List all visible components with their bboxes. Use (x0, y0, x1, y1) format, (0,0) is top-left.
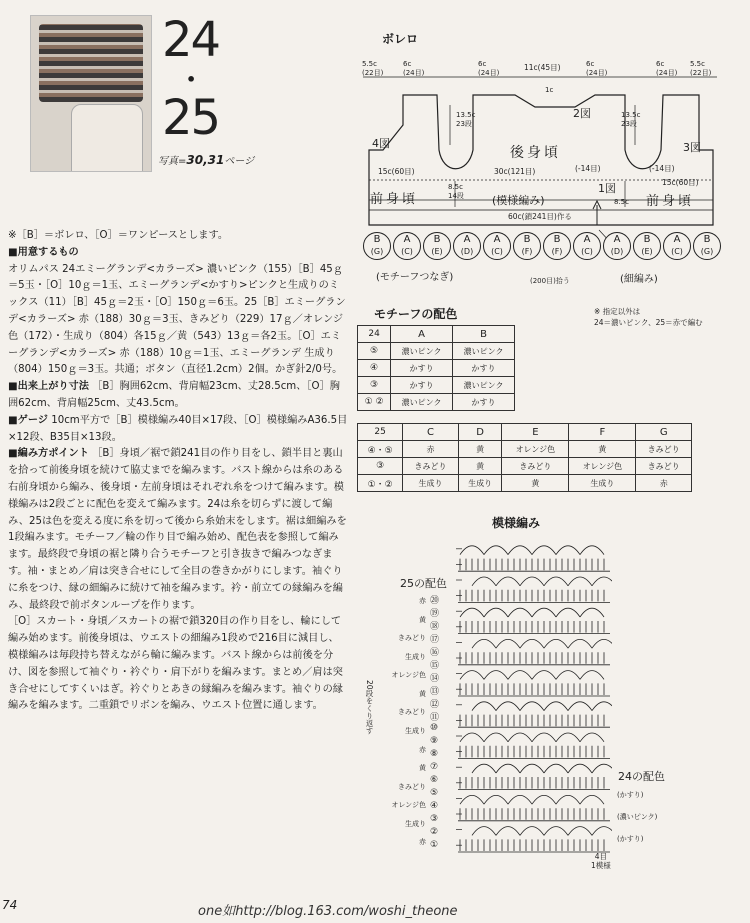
table-cell: 生成り (403, 475, 459, 492)
table-row (358, 377, 515, 394)
table-cell: 赤 (403, 441, 459, 458)
right-front-top-dim: 5.5c (22目) (690, 60, 712, 77)
table-cell: 生成り (458, 475, 502, 492)
table-cell: かすり (453, 360, 515, 377)
back-shoulder-right-dim: 6c (24目) (586, 60, 608, 77)
motif-letter: A (673, 234, 681, 245)
table-cell: 黄 (569, 441, 636, 458)
page-number: 74 (2, 898, 18, 912)
table-cell: オレンジ色 (569, 458, 636, 475)
pickup-count: (200目)拾う (530, 277, 570, 285)
motif-letter: B (553, 234, 561, 245)
armhole-right-dim: 13.5c 23段 (621, 111, 641, 128)
table-header-cell: 24 (358, 326, 391, 343)
row-direction-arrows (456, 549, 462, 845)
stitch-row (460, 733, 604, 742)
stitch-row (460, 546, 604, 555)
motif-letter: B (643, 234, 651, 245)
table-cell: 濃いピンク (453, 377, 515, 394)
motif-letter: A (613, 234, 621, 245)
row-marker: ④ (430, 801, 439, 811)
size-heading: ■出来上がり寸法 (8, 381, 89, 393)
table-row (358, 475, 692, 492)
intro-text: ※［B］＝ボレロ、［O］＝ワンピースとします。 (8, 230, 229, 241)
motif-sub-letter: (C) (581, 247, 593, 256)
motif-circle (393, 232, 421, 260)
table-cell: ③ (358, 377, 391, 394)
motif-sub-letter: (C) (671, 247, 683, 256)
motif-letter: A (493, 234, 501, 245)
stitch-row (458, 652, 610, 665)
table-header-row (358, 424, 692, 441)
color-25-item: 生成り (405, 819, 426, 828)
color-24-item: (かすり) (617, 791, 644, 799)
motif-circle (603, 232, 631, 260)
table-cell: きみどり (403, 458, 459, 475)
color-25-item: きみどり (398, 634, 426, 643)
points-heading: ■編み方ポイント (8, 448, 89, 460)
motif-sub-letter: (F) (551, 247, 563, 256)
table-row (358, 343, 515, 360)
color-note: ※ 指定以外は 24＝濃いピンク、25＝赤で編む (594, 307, 703, 327)
color-25-item: 生成り (405, 727, 426, 735)
stitch-row (458, 559, 610, 572)
table-cell: かすり (391, 360, 453, 377)
motif-circle (633, 232, 661, 260)
motif-circle (663, 232, 691, 260)
table-header-cell: 25 (358, 424, 403, 441)
table-cell: 黄 (458, 441, 502, 458)
side-height-right-dim: 8.5c (614, 198, 629, 206)
bolero-photo (39, 24, 143, 102)
stitch-row (460, 608, 604, 617)
color-25-item: 生成り (405, 652, 426, 661)
materials-heading: ■用意するもの (8, 246, 79, 258)
table-cell: 濃いピンク (453, 343, 515, 360)
materials-text: オリムパス 24エミーグランデ<カラーズ> 濃いピンク（155）［B］45ｇ＝5玉・［O］10ｇ＝1玉、エミーグランデ<かすり>ピンクと生成りのミックス（11）［B］45ｇ＝2玉・［O］150ｇ＝6玉。25［B］エミーグランデ<カラーズ> 赤（188）30ｇ＝3玉、きみどり（229）17ｇ／オレンジ色（172）・生成り（804）各15ｇ／黄（543）13ｇ＝各2玉。［O］エミーグランデ<カラーズ> 赤（188）10ｇ＝1玉、エミーグランデ 生成り（804）150ｇ＝3玉。共通；ボタン（直径1.2cm）2個。かぎ針2/0号。 (8, 263, 346, 376)
table-header-cell: C (403, 424, 459, 441)
row-marker: ⑮ (430, 661, 440, 671)
row-marker: ① (430, 840, 439, 850)
piece-1-label: 1図 (598, 182, 616, 195)
table-header-cell: B (453, 326, 515, 343)
motif-sub-letter: (E) (641, 247, 653, 256)
motif-sub-letter: (E) (431, 247, 443, 256)
motif-letter: A (403, 234, 411, 245)
row-marker: ⑪ (430, 713, 440, 723)
bolero-title: ボレロ (382, 32, 419, 46)
row-marker: ⑤ (430, 788, 439, 798)
left-front-top-dim: 5.5c (22目) (362, 60, 384, 77)
skirt-text: ［O］スカート・身頃／スカートの裾で鎖320目の作り目をし、輪にして編み始めます。前後身頃は、ウエストの細編み1段めで216目に減目し、模様編みは毎段持ち替えながら輪に編みます。バスト線からは前後を分け、図を参照して袖ぐり・衿ぐり・肩下がりを編みます。まとめ／肩は突き合せにしてすくいはぎ。衿ぐりとあきの縁編みを編みます。袖ぐりの縁編みを編みます。二重鎖でリボンを編み、ウエスト位置に通します。 (8, 616, 343, 712)
table-25-colors (357, 423, 692, 492)
color-25-title: 25の配色 (400, 577, 447, 590)
motif-circle (513, 232, 541, 260)
row-marker: ⑦ (430, 762, 439, 772)
row-marker: ⑫ (430, 700, 440, 710)
color-25-item: 赤 (419, 838, 426, 847)
pattern-number-25: 25 (162, 90, 220, 146)
table-header-cell: F (569, 424, 636, 441)
stitch-row (472, 764, 612, 773)
row-marker: ⑨ (430, 736, 439, 746)
piece-2-label: 2図 (573, 107, 591, 120)
motif-circle (693, 232, 721, 260)
bust-right-dim: 15c(60目) (662, 178, 699, 187)
motif-circle (453, 232, 481, 260)
motif-join-label: (モチーフつなぎ) (376, 272, 454, 283)
watermark: one如http://blog.163.com/woshi_theone (198, 904, 458, 919)
table-header-cell: E (502, 424, 569, 441)
color-25-item: 黄 (419, 764, 426, 773)
motif-circle (543, 232, 571, 260)
stitch-row (458, 839, 610, 852)
gauge-text: 10cm平方で［B］模様編み40目×17段、［O］模様編みA36.5目×12段、B35目×13段。 (8, 414, 348, 443)
motif-letter: B (433, 234, 441, 245)
table-cell: きみどり (636, 441, 692, 458)
back-neck-dim: 11c(45目) (524, 63, 561, 72)
color-25-list (376, 593, 426, 853)
row-marker: ⑩ (430, 723, 439, 733)
row-marker: ⑯ (430, 648, 440, 658)
stitch-row (458, 777, 610, 790)
row-markers (428, 593, 450, 853)
stitch-row (472, 639, 612, 648)
motif-row (363, 232, 723, 266)
table-cell: かすり (391, 377, 453, 394)
pattern-number-24: 24 (162, 12, 220, 68)
stitch-row (458, 621, 610, 634)
color-24-item: (かすり) (617, 835, 644, 843)
color-25-item: 黄 (419, 615, 426, 624)
table-header-cell: G (636, 424, 692, 441)
table-cell: ①・② (358, 475, 403, 492)
photo-page-reference: 写真=30,31ページ (158, 153, 255, 167)
right-shoulder-dim: 6c (24目) (656, 60, 678, 77)
motif-sub-letter: (G) (370, 247, 384, 256)
table-cell: 赤 (636, 475, 692, 492)
bust-left-dim: 15c(60目) (378, 167, 415, 176)
back-shoulder-left-dim: 6c (24目) (478, 60, 500, 77)
row-marker: ⑳ (430, 596, 440, 606)
motif-letter: B (373, 234, 381, 245)
motif-sub-letter: (D) (460, 247, 474, 256)
stitch-row (458, 715, 610, 728)
motif-letter: B (703, 234, 711, 245)
color-25-item: オレンジ色 (391, 801, 426, 810)
instructions-text (8, 228, 348, 715)
garment-photo (30, 15, 152, 172)
color-25-item: きみどり (398, 782, 426, 791)
color-25-item: きみどり (398, 708, 426, 717)
table-cell: 生成り (569, 475, 636, 492)
hem-stitch-label: (細編み) (620, 274, 658, 285)
table-cell: ④・⑤ (358, 441, 403, 458)
table-cell: かすり (453, 394, 515, 411)
table-row (358, 441, 692, 458)
stitch-row (472, 827, 612, 836)
bust-back-dim: 30c(121目) (494, 167, 536, 176)
stitch-row (458, 683, 610, 696)
color-25-item: 赤 (419, 597, 426, 605)
motif-letter: A (583, 234, 591, 245)
table-cell: 濃いピンク (391, 394, 453, 411)
table-24-colors (357, 325, 515, 411)
piece-3-label: 3図 (683, 141, 701, 154)
table-cell: オレンジ色 (502, 441, 569, 458)
number-separator: • (186, 70, 197, 89)
color-25-item: 黄 (419, 689, 426, 698)
table-row (358, 458, 692, 475)
motif-sub-letter: (D) (610, 247, 624, 256)
dress-photo (71, 104, 143, 172)
motif-letter: B (523, 234, 531, 245)
row-marker: ③ (430, 814, 439, 824)
table-cell: きみどり (502, 458, 569, 475)
color-25-item: 赤 (419, 745, 426, 754)
table-cell: ① ② (358, 394, 391, 411)
stitch-repeat-note: 4目 1模様 (591, 852, 611, 870)
motif-sub-letter: (G) (700, 247, 714, 256)
color-25-item: オレンジ色 (391, 671, 426, 680)
motif-sub-letter: (C) (401, 247, 413, 256)
row-marker: ⑲ (430, 609, 440, 619)
table-cell: 黄 (502, 475, 569, 492)
row-marker: ⑧ (430, 749, 439, 759)
motif-circle (423, 232, 451, 260)
armhole-left-dim: 13.5c 23段 (456, 111, 476, 128)
table-header-cell: A (391, 326, 453, 343)
pattern-stitch-label: (模様編み) (492, 194, 545, 207)
motif-circle (483, 232, 511, 260)
motif-letter: A (463, 234, 471, 245)
motif-sub-letter: (F) (521, 247, 533, 256)
table-cell: 黄 (458, 458, 502, 475)
table-cell: 濃いピンク (391, 343, 453, 360)
stitch-row (458, 590, 610, 603)
row-marker: ⑰ (430, 635, 440, 645)
stitch-row (458, 808, 610, 821)
left-shoulder-dim: 6c (24目) (403, 60, 425, 77)
piece-4-label: 4図 (372, 137, 390, 150)
back-body-label: 後身頃 (510, 145, 561, 161)
motif-sub-letter: (C) (491, 247, 503, 256)
repeat-label: 20段をくり返す (365, 680, 374, 735)
side-height-left-dim: 8.5c 14段 (448, 183, 464, 200)
points-text: ［B］身頃／裾で鎖241目の作り目をし、鎖半目と裏山を拾って前後身頃を続けて脇丈までを編みます。バスト線からは糸のある右前身頃から編み、後身頃・左前身頃はそれぞれ糸をつけて編みます。模様編みは2段ごとに配色を変えて編みます。24は糸を切らずに渡して編み、25は色を変える度に糸を切って後から糸始末をします。裾は細編みを1段編みます。モチーフ／輪の作り目で編み始め、配色表を参照して編みます。最終段で身頃の裾と隣り合うモチーフと引き抜きで編みつなぎます。袖・まとめ／肩は突き合せにして全目の巻きかがりにします。袖ぐりに糸をつけ、縁の細編みに続けて袖を編みます。衿・前立ての縁編みを編み、最終段で前ボタンループを作ります。 (8, 448, 347, 611)
row-marker: ⑥ (430, 775, 439, 785)
gauge-heading: ■ゲージ (8, 414, 48, 426)
hem-chain-label: 60c(鎖241目)作る (508, 212, 572, 221)
motif-circle (363, 232, 391, 260)
size-text: ［B］胸囲62cm、背肩幅23cm、丈28.5cm、［O］胸囲62cm、背肩幅25cm、丈43.5cm。 (8, 381, 340, 409)
front-right-label: 前身頃 (646, 194, 695, 209)
table-cell: きみどり (636, 458, 692, 475)
motif-circle (573, 232, 601, 260)
stitch-row (472, 702, 612, 711)
color-24-title: 24の配色 (618, 770, 665, 783)
table-cell: ③ (358, 458, 403, 475)
row-marker: ⑱ (430, 622, 440, 632)
row-marker: ② (430, 827, 439, 837)
table-header-cell: D (458, 424, 502, 441)
stitch-row (460, 795, 604, 804)
stitch-row (472, 577, 612, 586)
table-cell: ⑤ (358, 343, 391, 360)
pattern-chart-title: 模様編み (492, 516, 541, 530)
table-row (358, 394, 515, 411)
table-cell: ④ (358, 360, 391, 377)
neck-drop: 1c (545, 86, 554, 94)
row-marker: ⑭ (430, 674, 440, 684)
table-header-row (358, 326, 515, 343)
stitch-chart (456, 535, 612, 853)
color-24-list (617, 790, 677, 860)
decrease-left: (-14目) (575, 164, 601, 173)
stitch-row (460, 671, 604, 680)
stitch-row (458, 746, 610, 759)
color-24-item: (濃いピンク) (617, 813, 658, 821)
decrease-right: (-14目) (649, 164, 675, 173)
motif-colors-title: モチーフの配色 (374, 307, 458, 321)
table-row (358, 360, 515, 377)
front-left-label: 前身頃 (370, 192, 419, 207)
row-marker: ⑬ (430, 687, 440, 697)
